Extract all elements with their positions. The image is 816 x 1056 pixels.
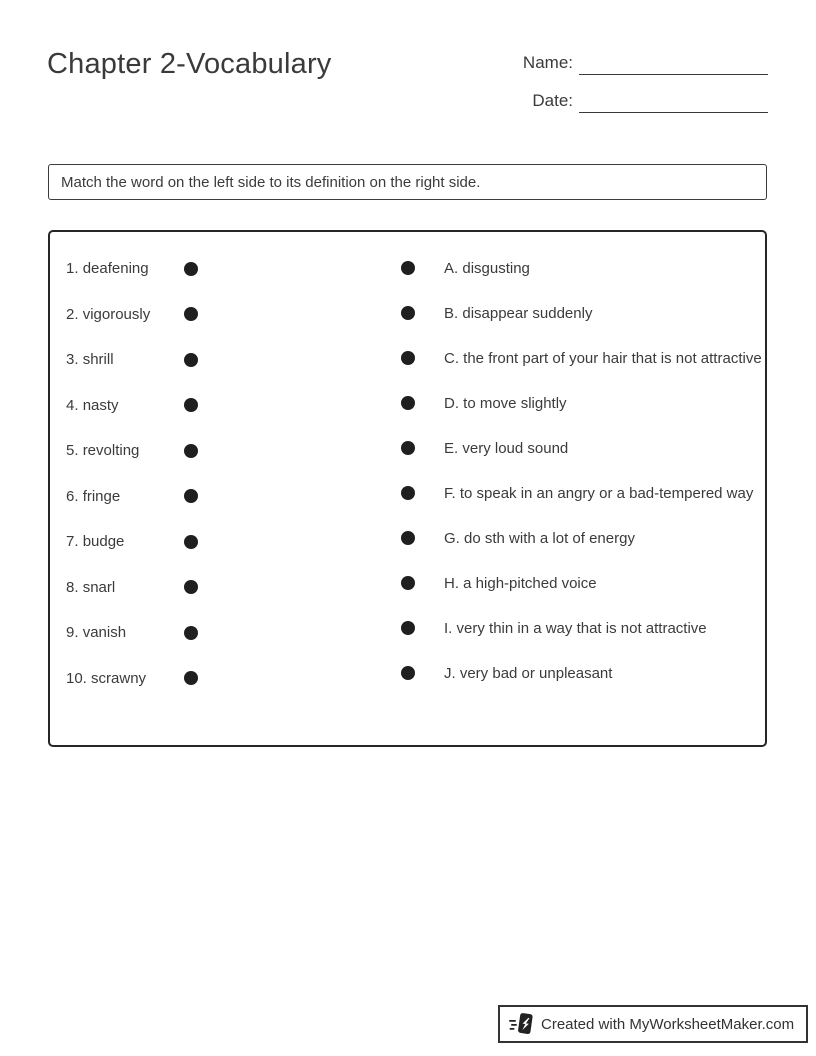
match-dot[interactable] xyxy=(401,666,415,680)
word-label: 9. vanish xyxy=(66,624,127,641)
word-row xyxy=(66,486,198,507)
word-label: 1. deafening xyxy=(66,260,149,277)
definition-row xyxy=(401,258,766,279)
worksheet-maker-logo-icon xyxy=(509,1011,534,1037)
word-label: 3. shrill xyxy=(66,351,114,368)
definition-row xyxy=(401,483,766,504)
match-dot[interactable] xyxy=(184,353,198,367)
match-dot[interactable] xyxy=(184,580,198,594)
word-label: 5. revolting xyxy=(66,442,140,459)
definition-label: E. very loud sound xyxy=(444,440,569,457)
match-dot[interactable] xyxy=(401,621,415,635)
match-dot[interactable] xyxy=(184,535,198,549)
instructions-box xyxy=(48,164,767,200)
footer-credit-box xyxy=(498,1005,808,1043)
word-label: 6. fringe xyxy=(66,487,121,505)
definition-row xyxy=(401,528,766,549)
definition-label: D. to move slightly xyxy=(444,395,567,412)
name-label: Name: xyxy=(522,53,573,72)
word-row xyxy=(66,622,198,643)
definition-label: I. very thin in a way that is not attractive xyxy=(444,620,707,637)
word-label: 10. scrawny xyxy=(66,669,147,687)
match-dot[interactable] xyxy=(401,531,415,545)
definition-row xyxy=(401,348,766,369)
word-label: 7. budge xyxy=(66,533,125,550)
match-dot[interactable] xyxy=(401,351,415,365)
definition-label: F. to speak in an angry or a bad-tempered way xyxy=(444,485,754,502)
instructions-text: Match the word on the left side to its definition on the right side. xyxy=(61,173,481,191)
definition-row xyxy=(401,393,766,414)
definition-row xyxy=(401,663,766,684)
definition-label: H. a high-pitched voice xyxy=(444,575,597,592)
word-row xyxy=(66,349,198,370)
date-row xyxy=(495,88,768,113)
date-label: Date: xyxy=(532,91,573,110)
matching-box xyxy=(48,230,767,747)
definition-label: J. very bad or unpleasant xyxy=(444,665,613,682)
match-dot[interactable] xyxy=(401,576,415,590)
definition-label: B. disappear suddenly xyxy=(444,305,593,322)
definition-label: C. the front part of your hair that is not attractive xyxy=(444,350,762,367)
word-row xyxy=(66,668,198,689)
word-label: 8. snarl xyxy=(66,578,116,596)
definition-label: A. disgusting xyxy=(444,260,530,277)
definition-row xyxy=(401,573,766,594)
match-dot[interactable] xyxy=(184,626,198,640)
definition-row xyxy=(401,438,766,459)
definition-label: G. do sth with a lot of energy xyxy=(444,530,635,547)
match-dot[interactable] xyxy=(401,486,415,500)
word-row xyxy=(66,577,198,598)
name-row xyxy=(495,50,768,75)
name-fill-line[interactable] xyxy=(579,50,768,75)
match-dot[interactable] xyxy=(401,396,415,410)
match-dot[interactable] xyxy=(401,441,415,455)
word-row xyxy=(66,258,198,279)
definition-row xyxy=(401,303,766,324)
match-dot[interactable] xyxy=(184,489,198,503)
word-label: 2. vigorously xyxy=(66,305,151,323)
match-dot[interactable] xyxy=(184,444,198,458)
footer-credit-text: Created with MyWorksheetMaker.com xyxy=(541,1015,795,1033)
definition-row xyxy=(401,618,766,639)
match-dot[interactable] xyxy=(184,671,198,685)
word-row xyxy=(66,440,198,461)
word-label: 4. nasty xyxy=(66,396,119,414)
words-column xyxy=(66,258,198,713)
match-dot[interactable] xyxy=(401,306,415,320)
match-dot[interactable] xyxy=(184,398,198,412)
word-row xyxy=(66,304,198,325)
word-row xyxy=(66,531,198,552)
page-title: Chapter 2-Vocabulary xyxy=(47,48,332,80)
match-dot[interactable] xyxy=(184,307,198,321)
match-dot[interactable] xyxy=(184,262,198,276)
match-dot[interactable] xyxy=(401,261,415,275)
word-row xyxy=(66,395,198,416)
date-fill-line[interactable] xyxy=(579,88,768,113)
definitions-column xyxy=(401,258,766,708)
name-date-block xyxy=(495,50,768,113)
